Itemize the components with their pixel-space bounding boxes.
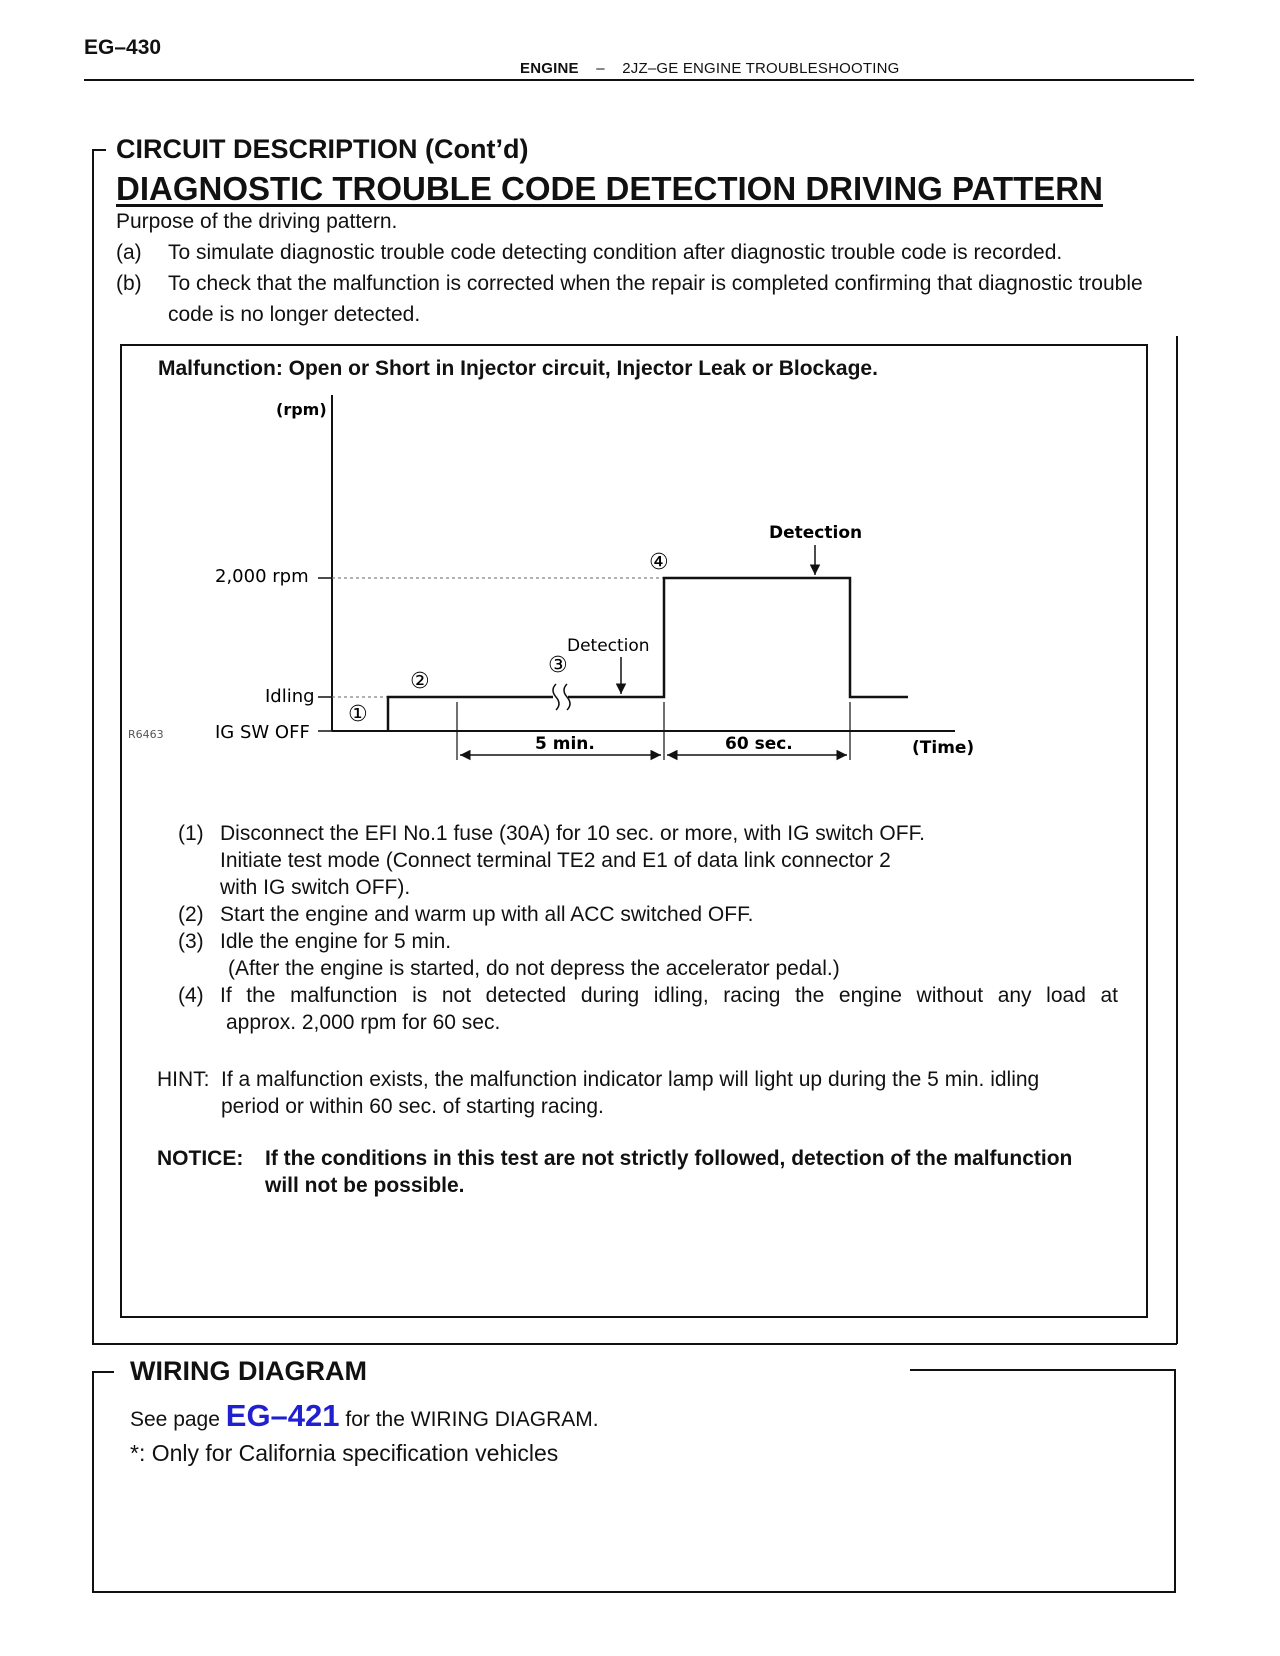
subsection-name: 2JZ–GE ENGINE TROUBLESHOOTING	[622, 60, 900, 77]
label-ig-off: IG SW OFF	[215, 722, 310, 743]
purpose-heading: Purpose of the driving pattern.	[116, 210, 398, 233]
step-line: approx. 2,000 rpm for 60 sec.	[226, 1011, 501, 1034]
purpose-text: To simulate diagnostic trouble code detecting condition after diagnostic trouble code is recorded.	[168, 241, 1063, 264]
step-line: If the malfunction is not detected during idling, racing the engine without any load at	[220, 984, 1118, 1007]
section-subtitle: DIAGNOSTIC TROUBLE CODE DETECTION DRIVING PATTERN	[116, 170, 1103, 207]
duration-5min: 5 min.	[535, 734, 595, 754]
hint-block	[157, 1066, 1127, 1120]
purpose-marker: (b)	[116, 272, 142, 295]
duration-60sec: 60 sec.	[725, 734, 793, 754]
step-item	[178, 820, 1118, 901]
x-unit-label: (Time)	[912, 738, 975, 758]
step-line: (After the engine is started, do not depress the accelerator pedal.)	[228, 957, 840, 980]
step-marker-2: ②	[410, 669, 430, 694]
driving-pattern-diagram	[0, 0, 1280, 800]
wiring-frame-left	[92, 1371, 94, 1593]
time-break-symbol	[553, 684, 570, 710]
wiring-title: WIRING DIAGRAM	[130, 1356, 367, 1386]
step-marker: (3)	[178, 930, 204, 953]
figure-box-bottom	[120, 1316, 1148, 1318]
section-name: ENGINE	[520, 60, 579, 77]
wiring-frame-tick	[92, 1371, 114, 1373]
detection-label-race: Detection	[769, 523, 863, 543]
hint-line1: If a malfunction exists, the malfunction indicator lamp will light up during the 5 min. idling	[221, 1068, 1040, 1091]
step-item	[178, 928, 1118, 982]
step-line: Start the engine and warm up with all ACC switched OFF.	[220, 903, 754, 926]
step-line: Initiate test mode (Connect terminal TE2 and E1 of data link connector 2	[220, 849, 891, 872]
section-title: CIRCUIT DESCRIPTION (Cont’d)	[116, 134, 529, 164]
wiring-page-link[interactable]: EG–421	[225, 1398, 340, 1433]
wiring-frame-right	[1174, 1369, 1176, 1593]
wiring-frame-top-right	[910, 1369, 1176, 1371]
figure-code: R6463	[128, 728, 164, 741]
purpose-text: To check that the malfunction is corrected when the repair is completed confirming that diagnostic trouble code is no longer detected.	[168, 272, 1143, 326]
step-line: Idle the engine for 5 min.	[220, 930, 452, 953]
step-item	[178, 982, 1118, 1036]
hint-line2: period or within 60 sec. of starting racing.	[221, 1095, 604, 1118]
notice-block	[157, 1145, 1127, 1199]
label-2000-rpm: 2,000 rpm	[215, 566, 309, 587]
wiring-see-prefix: See page	[130, 1408, 220, 1431]
wiring-reference	[130, 1398, 599, 1434]
y-unit-label: (rpm)	[276, 400, 327, 419]
header-separator: –	[596, 60, 605, 77]
notice-line1: If the conditions in this test are not strictly followed, detection of the malfunction	[265, 1147, 1073, 1170]
wiring-frame-bottom	[92, 1591, 1176, 1593]
malfunction-label: Malfunction: Open or Short in Injector circuit, Injector Leak or Blockage.	[158, 357, 878, 380]
rpm-trace	[388, 697, 553, 731]
label-idling: Idling	[265, 686, 315, 707]
step-marker: (4)	[178, 984, 204, 1007]
step-marker-4: ④	[649, 550, 669, 575]
step-marker-1: ①	[348, 702, 368, 727]
notice-label: NOTICE:	[157, 1147, 244, 1170]
step-item	[178, 901, 1118, 928]
procedure-steps	[178, 820, 1118, 1036]
step-line: Disconnect the EFI No.1 fuse (30A) for 10 sec. or more, with IG switch OFF.	[220, 822, 925, 845]
step-marker-3: ③	[548, 653, 568, 678]
step-marker: (2)	[178, 903, 204, 926]
step-marker: (1)	[178, 822, 204, 845]
step-line: with IG switch OFF).	[220, 876, 411, 899]
hint-label: HINT:	[157, 1068, 210, 1091]
wiring-see-suffix: for the WIRING DIAGRAM.	[345, 1408, 599, 1431]
frame-bottom-line	[92, 1343, 1177, 1345]
purpose-marker: (a)	[116, 241, 142, 264]
detection-label-idle: Detection	[567, 636, 650, 656]
page-number: EG–430	[84, 36, 162, 59]
wiring-note: *: Only for California specification vehicles	[130, 1440, 559, 1466]
notice-line2: will not be possible.	[265, 1174, 465, 1197]
